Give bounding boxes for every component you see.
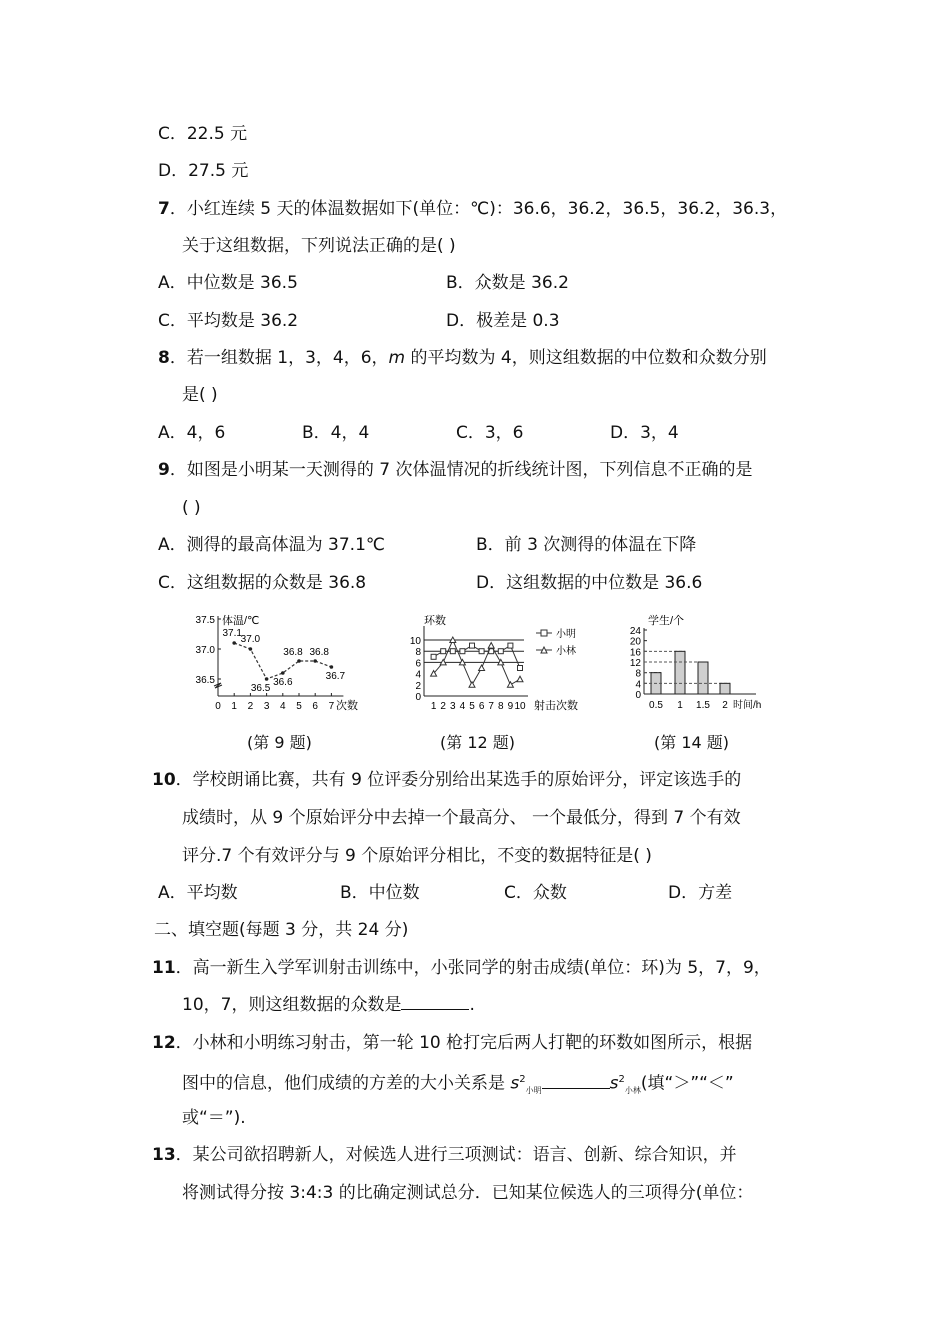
data-point-xiaoming <box>498 649 503 654</box>
fig14-xticks <box>649 700 728 711</box>
question-text: ．高一新生入学军训射击训练中，小张同学的射击成绩(单位：环)为 5，7，9， <box>175 958 771 978</box>
fig12-xticks <box>431 701 526 712</box>
y-tick-label: 2 <box>415 680 421 692</box>
question-text: ．小林和小明练习射击，第一轮 10 枪打完后两人打靶的环数如图所示，根据 <box>175 1033 753 1053</box>
answer-blank[interactable] <box>542 1072 610 1089</box>
legend-label-a: 小明 <box>556 629 576 640</box>
q10-option-b: B．中位数 <box>340 883 420 903</box>
question-8-line2: 是( ) <box>182 385 218 405</box>
x-tick-label: 1 <box>231 701 237 712</box>
y-tick-label: 4 <box>415 669 421 681</box>
figure-9-caption: (第 9 题) <box>247 733 312 752</box>
q6-option-c: C．22.5 元 <box>158 124 248 144</box>
q10-option-a: A．平均数 <box>158 883 238 903</box>
x-tick-label: 8 <box>498 701 504 712</box>
superscript: 2 <box>519 1074 526 1085</box>
y-tick-label: 0 <box>415 692 421 703</box>
data-point-xiaolin <box>507 682 513 688</box>
data-point-xiaoming <box>450 649 455 654</box>
question-number: 9 <box>158 460 170 480</box>
question-9 <box>158 458 752 482</box>
y-tick-label: 16 <box>629 647 641 659</box>
x-tick-label: 7 <box>328 701 335 712</box>
data-point <box>313 659 317 663</box>
fig12-xlabel: 射击次数 <box>534 700 578 712</box>
data-point-xiaoming <box>508 643 513 648</box>
question-number: 7 <box>158 199 170 219</box>
question-9-line2: ( ) <box>182 498 201 518</box>
x-tick-label: 2 <box>722 700 728 711</box>
question-text: ．若一组数据 1，3，4，6， <box>169 348 389 368</box>
data-label: 37.1 <box>222 628 242 639</box>
question-text-end: . <box>469 995 475 1015</box>
question-10 <box>152 768 741 792</box>
subscript-xiaolin: 小林 <box>624 1086 641 1096</box>
y-tick-label: 8 <box>415 647 421 659</box>
variance-symbol: s <box>609 1073 619 1094</box>
data-point <box>249 647 253 651</box>
data-point-xiaolin <box>479 665 485 671</box>
variance-symbol: s <box>510 1073 520 1094</box>
question-text: 图中的信息，他们成绩的方差的大小关系是 <box>182 1073 511 1094</box>
y-tick-label: 0 <box>635 690 641 701</box>
data-point-xiaoming <box>431 654 436 659</box>
question-number: 11 <box>152 958 176 978</box>
fig9-ylabel: 体温/℃ <box>222 615 260 627</box>
data-label: 36.6 <box>273 677 293 688</box>
bar <box>698 662 708 694</box>
question-13-line2: 将测试得分按 3:4:3 的比确定测试总分．已知某位候选人的三项得分(单位： <box>182 1183 754 1203</box>
data-label: 36.8 <box>283 647 303 658</box>
data-point <box>265 677 269 681</box>
q8-option-b: B．4，4 <box>302 423 370 443</box>
question-number: 8 <box>158 348 170 368</box>
y-tick-label: 20 <box>629 636 641 648</box>
x-tick-label: 5 <box>469 701 475 712</box>
question-number: 13 <box>152 1145 176 1165</box>
fig12-ylabel: 环数 <box>424 615 446 627</box>
question-12-line3: 或“＝”). <box>182 1108 246 1128</box>
legend-square-marker <box>541 630 547 636</box>
x-tick-label: 2 <box>247 701 254 712</box>
y-tick-label: 37.5 <box>195 615 215 626</box>
figure-12-caption: (第 12 题) <box>440 733 516 752</box>
variable-m: m <box>388 348 406 368</box>
legend-label-b: 小林 <box>556 646 576 657</box>
x-tick-label: 1 <box>430 701 437 712</box>
x-tick-label: 1 <box>677 700 683 711</box>
q6-option-d: D．27.5 元 <box>158 161 249 181</box>
fig12-legend <box>536 627 576 657</box>
y-tick-label: 24 <box>629 626 641 637</box>
data-label: 36.8 <box>309 647 329 658</box>
data-point-xiaolin <box>517 676 523 682</box>
data-point <box>232 641 236 645</box>
answer-blank[interactable] <box>401 993 469 1010</box>
y-tick-label: 12 <box>629 658 641 669</box>
q7-option-b: B．众数是 36.2 <box>446 273 569 293</box>
q9-option-a: A．测得的最高体温为 37.1℃ <box>158 535 385 555</box>
x-tick-label: 0.5 <box>649 700 663 711</box>
data-point-xiaolin <box>469 682 475 688</box>
bar <box>720 683 730 694</box>
q9-option-d: D．这组数据的中位数是 36.6 <box>476 573 703 593</box>
question-8 <box>158 346 767 370</box>
data-point <box>281 671 285 675</box>
question-12-line2 <box>182 1068 734 1103</box>
data-point-xiaoming <box>470 643 475 648</box>
figure-12-line-chart <box>402 612 592 716</box>
y-tick-label: 37.0 <box>195 645 215 656</box>
y-tick-label: 8 <box>635 668 641 680</box>
x-tick-label: 6 <box>312 701 318 712</box>
question-12 <box>152 1031 752 1055</box>
figure-14-bar-chart <box>618 612 778 716</box>
axis-break-mark <box>214 683 222 688</box>
fig12-yticks <box>410 636 524 703</box>
q10-option-c: C．众数 <box>504 883 567 903</box>
x-tick-label: 4 <box>280 701 286 712</box>
data-point-xiaoming <box>479 649 484 654</box>
subscript-xiaoming: 小明 <box>525 1086 542 1096</box>
y-tick-label: 36.5 <box>195 675 215 686</box>
y-tick-label: 6 <box>415 658 421 670</box>
question-text: 10，7，则这组数据的众数是 <box>182 995 402 1015</box>
bar <box>675 651 685 694</box>
question-text-cont: 的平均数为 4，则这组数据的中位数和众数分别 <box>405 348 767 368</box>
x-tick-label: 0 <box>215 701 221 712</box>
question-number: 10 <box>152 770 176 790</box>
x-tick-label: 2 <box>440 701 446 712</box>
q9-option-c: C．这组数据的众数是 36.8 <box>158 573 367 593</box>
data-point-xiaolin <box>488 643 494 649</box>
y-tick-label: 4 <box>635 679 641 691</box>
section-heading: 二、填空题(每题 3 分，共 24 分) <box>154 920 409 940</box>
x-tick-label: 7 <box>488 701 494 712</box>
q9-option-b: B．前 3 次测得的体温在下降 <box>476 535 697 555</box>
data-point-xiaoming <box>518 666 523 671</box>
fig9-xlabel: 次数 <box>336 700 358 712</box>
q10-option-d: D．方差 <box>668 883 733 903</box>
question-11-line2 <box>182 993 475 1017</box>
fig14-ylabel: 学生/个 <box>648 615 685 627</box>
question-10-line2: 成绩时，从 9 个原始评分中去掉一个最高分、 一个最低分，得到 7 个有效 <box>182 808 741 828</box>
x-tick-label: 4 <box>459 701 466 712</box>
x-tick-label: 1.5 <box>696 700 710 711</box>
data-label: 37.0 <box>240 634 261 645</box>
data-label: 36.7 <box>325 671 346 682</box>
data-label: 36.5 <box>250 683 271 694</box>
question-text-end: (填“＞”“＜” <box>640 1073 734 1094</box>
data-point <box>330 665 334 669</box>
x-tick-label: 6 <box>478 701 485 712</box>
data-point-xiaoming <box>460 649 465 654</box>
q7-option-a: A．中位数是 36.5 <box>158 273 298 293</box>
x-tick-label: 9 <box>507 701 514 712</box>
question-11 <box>152 956 771 980</box>
x-tick-label: 3 <box>263 701 270 712</box>
fig9-labels <box>222 628 345 694</box>
q8-option-c: C．3，6 <box>456 423 524 443</box>
question-text: ．小红连续 5 天的体温数据如下(单位：℃)：36.6，36.2，36.5，36.2，36.3， <box>169 199 788 219</box>
question-7 <box>158 197 787 221</box>
q8-option-a: A．4，6 <box>158 423 226 443</box>
figure-9-line-chart <box>188 612 368 716</box>
fig14-xlabel: 时间/h <box>733 700 762 711</box>
question-7-line2: 关于这组数据，下列说法正确的是( ) <box>182 236 456 256</box>
y-tick-label: 10 <box>409 636 421 647</box>
question-text: ．学校朗诵比赛，共有 9 位评委分别给出某选手的原始评分，评定该选手的 <box>175 770 742 790</box>
figure-14-caption: (第 14 题) <box>654 733 730 752</box>
x-tick-label: 5 <box>296 701 302 712</box>
question-text: ．如图是小明某一天测得的 7 次体温情况的折线统计图，下列信息不正确的是 <box>169 460 753 480</box>
x-tick-label: 3 <box>450 701 456 712</box>
question-number: 12 <box>152 1033 176 1053</box>
fig14-marks <box>644 651 730 694</box>
x-tick-label: 10 <box>514 701 526 712</box>
question-10-line3: 评分.7 个有效评分与 9 个原始评分相比，不变的数据特征是( ) <box>182 846 652 866</box>
data-point-xiaoming <box>441 649 446 654</box>
question-text: ．某公司欲招聘新人，对候选人进行三项测试：语言、创新、综合知识，并 <box>175 1145 737 1165</box>
q7-option-c: C．平均数是 36.2 <box>158 311 299 331</box>
data-point <box>297 659 301 663</box>
superscript: 2 <box>618 1074 625 1085</box>
q7-option-d: D．极差是 0.3 <box>446 311 560 331</box>
fig9-yticks <box>196 615 221 686</box>
question-13 <box>152 1143 737 1167</box>
q8-option-d: D．3，4 <box>610 423 679 443</box>
